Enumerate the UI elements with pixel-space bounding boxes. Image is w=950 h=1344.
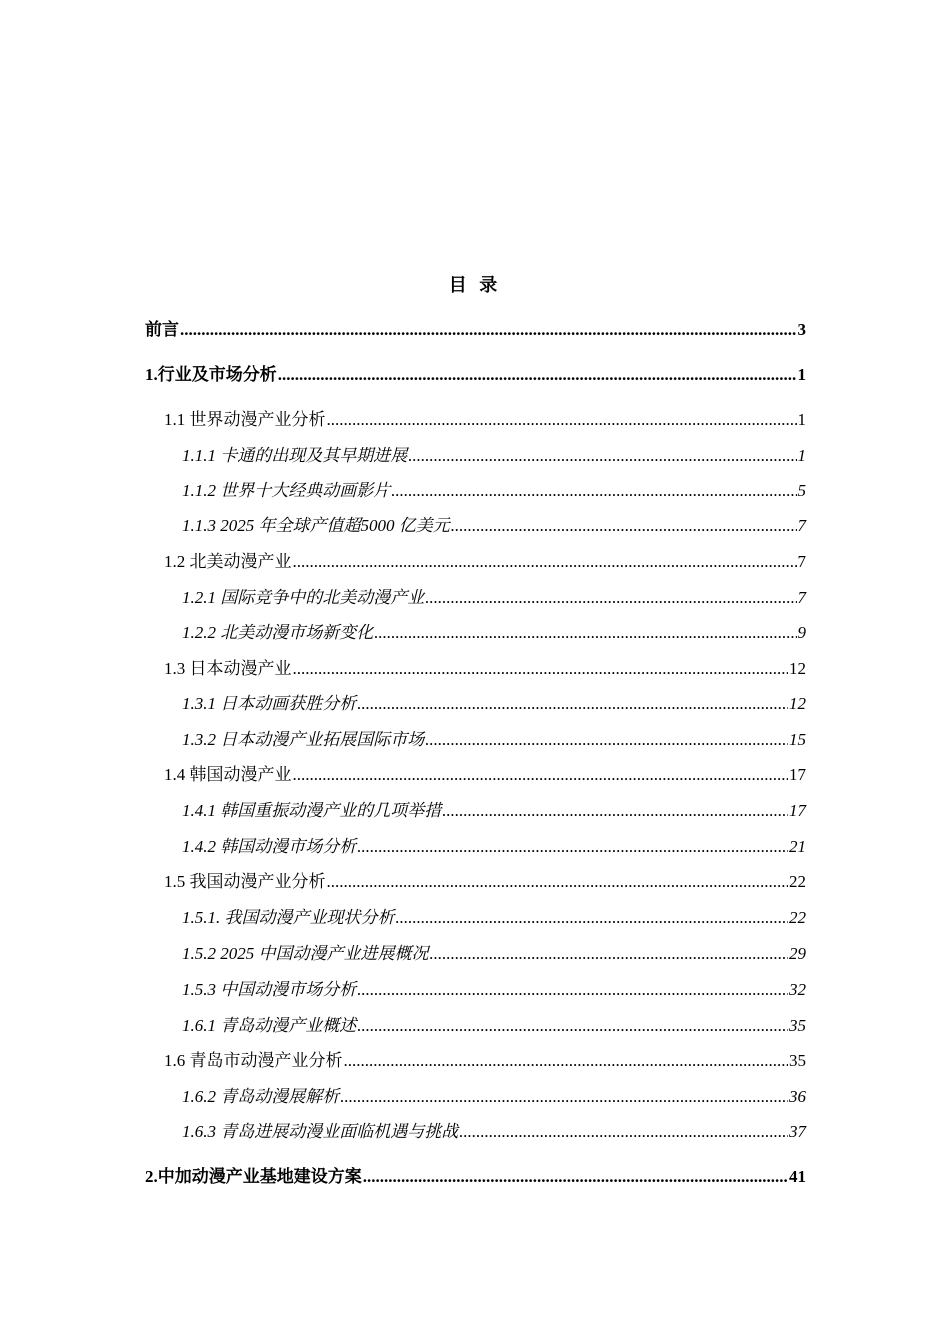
toc-entry[interactable] bbox=[145, 727, 806, 751]
toc-page-number: 15 bbox=[789, 730, 806, 749]
toc-entry[interactable] bbox=[145, 798, 806, 822]
toc-dot-leader bbox=[451, 515, 797, 537]
toc-entry[interactable] bbox=[145, 317, 806, 341]
toc-entry[interactable] bbox=[145, 905, 806, 929]
toc-page-number: 29 bbox=[789, 944, 806, 963]
toc-entry-label: 1.2.2 北美动漫市场新变化 bbox=[182, 623, 374, 642]
toc-page-number: 21 bbox=[789, 837, 806, 856]
toc-dot-leader bbox=[357, 979, 788, 1001]
toc-dot-leader bbox=[293, 551, 797, 573]
toc-dot-leader bbox=[327, 409, 797, 431]
toc-entry-label: 1.6.3 青岛进展动漫业面临机遇与挑战 bbox=[182, 1122, 459, 1141]
toc-entry[interactable] bbox=[145, 977, 806, 1001]
toc-entry-label: 1.3.1 日本动画获胜分析 bbox=[182, 694, 357, 713]
toc-dot-leader bbox=[340, 1086, 788, 1108]
toc-page-number: 32 bbox=[789, 980, 806, 999]
toc-dot-leader bbox=[425, 587, 796, 609]
toc-entry[interactable] bbox=[145, 407, 806, 431]
toc-entry-label: 1.3 日本动漫产业 bbox=[164, 659, 292, 678]
toc-entry[interactable] bbox=[145, 656, 806, 680]
toc-dot-leader bbox=[442, 800, 788, 822]
toc-entry[interactable] bbox=[145, 443, 806, 467]
toc-dot-leader bbox=[408, 445, 796, 467]
toc-entry-label: 2.中加动漫产业基地建设方案 bbox=[145, 1167, 362, 1186]
toc-page-number: 5 bbox=[797, 481, 806, 500]
toc-dot-leader bbox=[459, 1121, 788, 1143]
toc-entry-label: 1.6.1 青岛动漫产业概述 bbox=[182, 1016, 357, 1035]
toc-entry-label: 1.4 韩国动漫产业 bbox=[164, 765, 292, 784]
toc-entry-label: 1.1.1 卡通的出现及其早期进展 bbox=[182, 446, 408, 465]
toc-entry-label: 1.行业及市场分析 bbox=[145, 365, 277, 384]
toc-page-number: 17 bbox=[789, 801, 806, 820]
toc-page-number: 1 bbox=[797, 446, 806, 465]
toc-entry[interactable] bbox=[145, 941, 806, 965]
toc-page-number: 36 bbox=[789, 1087, 806, 1106]
toc-entry[interactable] bbox=[145, 1013, 806, 1037]
toc-dot-leader bbox=[180, 319, 797, 341]
toc-entry[interactable] bbox=[145, 1119, 806, 1143]
toc-entry-label: 1.2.1 国际竞争中的北美动漫产业 bbox=[182, 588, 425, 607]
toc-entry-label: 1.4.1 韩国重振动漫产业的几项举措 bbox=[182, 801, 442, 820]
toc-entry[interactable] bbox=[145, 549, 806, 573]
toc-page-number: 41 bbox=[789, 1167, 806, 1186]
toc-dot-leader bbox=[430, 943, 789, 965]
toc-entry[interactable] bbox=[145, 513, 806, 537]
toc-page-number: 35 bbox=[789, 1051, 806, 1070]
toc-entry-label: 1.6.2 青岛动漫展解析 bbox=[182, 1087, 340, 1106]
toc-page-number: 37 bbox=[789, 1122, 806, 1141]
toc-dot-leader bbox=[391, 480, 796, 502]
toc-entry-label: 1.5.1. 我国动漫产业现状分析 bbox=[182, 908, 395, 927]
toc-dot-leader bbox=[293, 658, 789, 680]
toc-title: 目 录 bbox=[448, 275, 502, 295]
toc-entry[interactable] bbox=[145, 869, 806, 893]
toc-entry-label: 1.4.2 韩国动漫市场分析 bbox=[182, 837, 357, 856]
toc-entry-label: 1.1.2 世界十大经典动画影片 bbox=[182, 481, 391, 500]
toc-dot-leader bbox=[357, 836, 788, 858]
toc-entry[interactable] bbox=[145, 362, 806, 386]
toc-entry[interactable] bbox=[145, 1048, 806, 1072]
toc-entry-label: 1.1 世界动漫产业分析 bbox=[164, 410, 326, 429]
toc-page-number: 7 bbox=[797, 588, 806, 607]
toc-dot-leader bbox=[344, 1050, 789, 1072]
toc-entry-label: 1.1.3 2025 年全球产值超5000 亿美元 bbox=[182, 516, 450, 535]
toc-dot-leader bbox=[396, 907, 789, 929]
toc-page-number: 7 bbox=[797, 516, 806, 535]
toc-dot-leader bbox=[278, 364, 797, 386]
toc-entry-label: 1.3.2 日本动漫产业拓展国际市场 bbox=[182, 730, 425, 749]
toc-dot-leader bbox=[357, 1015, 788, 1037]
toc-dot-leader bbox=[327, 871, 789, 893]
toc-entry-label: 1.5.3 中国动漫市场分析 bbox=[182, 980, 357, 999]
toc-page-number: 1 bbox=[797, 365, 806, 384]
toc-entry[interactable] bbox=[145, 1084, 806, 1108]
toc-page-number: 22 bbox=[789, 872, 806, 891]
toc-page-number: 9 bbox=[797, 623, 806, 642]
toc-entry[interactable] bbox=[145, 1164, 806, 1188]
toc-page-number: 7 bbox=[797, 552, 806, 571]
toc-entry[interactable] bbox=[145, 585, 806, 609]
toc-entry-label: 1.5 我国动漫产业分析 bbox=[164, 872, 326, 891]
toc-entry-label: 1.6 青岛市动漫产业分析 bbox=[164, 1051, 343, 1070]
toc-dot-leader bbox=[357, 693, 788, 715]
toc-page-number: 17 bbox=[789, 765, 806, 784]
toc-entry[interactable] bbox=[145, 620, 806, 644]
toc-page-number: 1 bbox=[797, 410, 806, 429]
toc-dot-leader bbox=[425, 729, 788, 751]
toc-dot-leader bbox=[363, 1166, 788, 1188]
toc-dot-leader bbox=[374, 622, 796, 644]
toc-entry[interactable] bbox=[145, 834, 806, 858]
toc-entry[interactable] bbox=[145, 691, 806, 715]
toc-entry[interactable] bbox=[145, 762, 806, 786]
toc-page-number: 12 bbox=[789, 694, 806, 713]
toc-dot-leader bbox=[293, 764, 789, 786]
toc-page-number: 22 bbox=[789, 908, 806, 927]
toc-entry-label: 1.2 北美动漫产业 bbox=[164, 552, 292, 571]
toc-entry-label: 1.5.2 2025 中国动漫产业进展概况 bbox=[182, 944, 429, 963]
toc-page-number: 12 bbox=[789, 659, 806, 678]
toc-entry[interactable] bbox=[145, 478, 806, 502]
toc-entry-label: 前言 bbox=[145, 320, 179, 339]
toc-page-number: 3 bbox=[797, 320, 806, 339]
toc-page-number: 35 bbox=[789, 1016, 806, 1035]
